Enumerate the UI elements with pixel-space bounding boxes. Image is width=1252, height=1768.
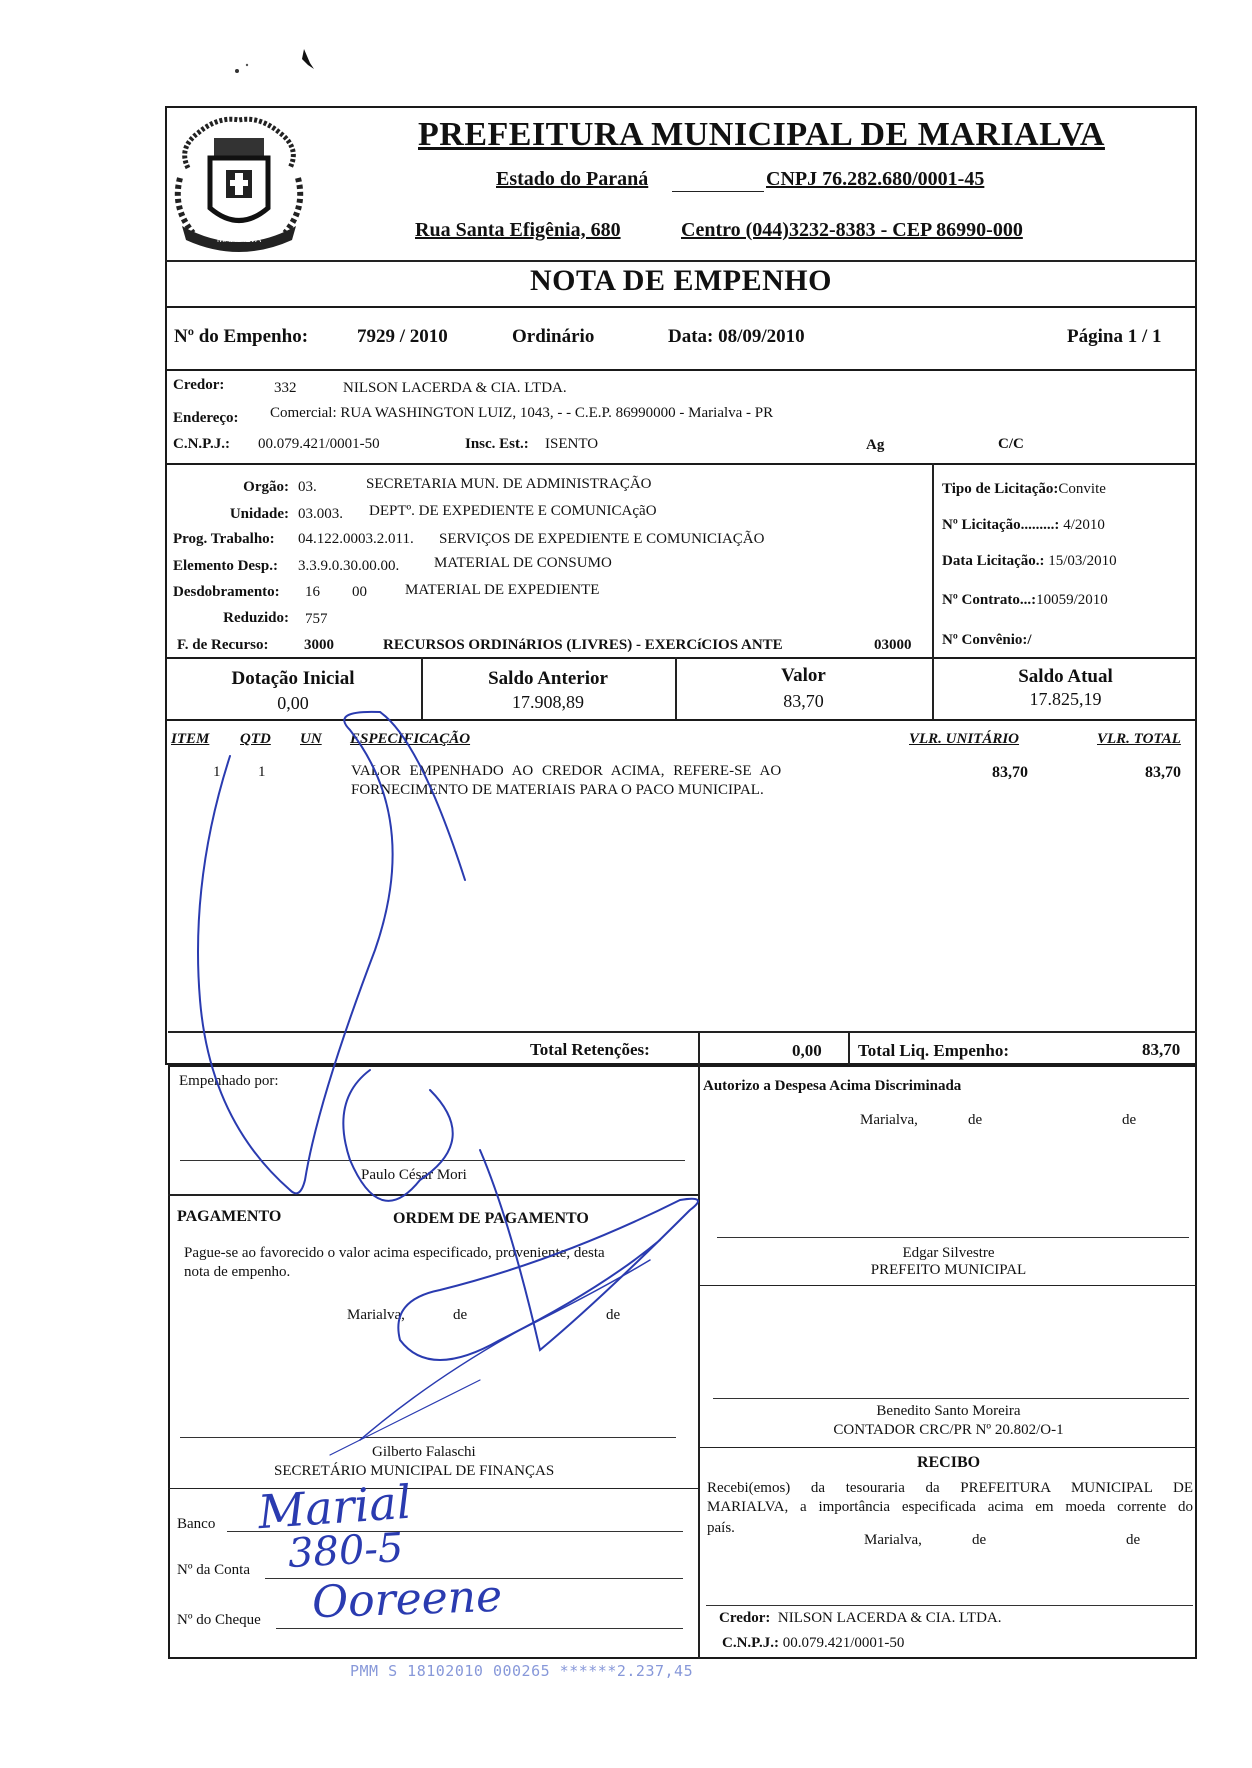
col-un-header: UN [300, 731, 322, 747]
total-liquido-label: Total Liq. Empenho: [858, 1041, 1009, 1060]
conta-label: Nº da Conta [177, 1562, 250, 1578]
empenhado-por-label: Empenhado por: [179, 1073, 279, 1089]
bank-stamp: PMM S 18102010 000265 ******2.237,45 [350, 1662, 694, 1680]
recibo-cnpj: C.N.P.J.: 00.079.421/0001-50 [722, 1635, 905, 1651]
unidade-code: 03.003. [298, 506, 343, 522]
page-number: Página 1 / 1 [1067, 326, 1162, 347]
fonte-name: RECURSOS ORDINáRIOS (LIVRES) - EXERCíCIOS ANTE [383, 637, 783, 653]
reduzido-code: 757 [305, 611, 328, 627]
data-licitacao: Data Licitação.: 15/03/2010 [942, 553, 1117, 569]
contact-label: Centro (044)3232-8383 - CEP 86990-000 [681, 219, 1023, 241]
numero-licitacao: Nº Licitação.........: 4/2010 [942, 517, 1105, 533]
pagamento-de-1: de [453, 1307, 468, 1323]
cnpj-label: CNPJ 76.282.680/0001-45 [766, 168, 985, 190]
recibo-text-1: Recebi(emos) da tesouraria da PREFEITURA MUNICIPAL DE [707, 1480, 1193, 1496]
pagamento-signer-role: SECRETÁRIO MUNICIPAL DE FINANÇAS [274, 1463, 555, 1479]
desdobramento-name: MATERIAL DE EXPEDIENTE [405, 582, 600, 598]
contador-name: Benedito Santo Moreira [876, 1403, 1021, 1419]
item-description-line-1: VALOR EMPENHADO AO CREDOR ACIMA, REFERE-SE AO [351, 763, 782, 779]
svg-text:MARIALVA: MARIALVA [216, 234, 262, 244]
prefeito-name: Edgar Silvestre [902, 1245, 995, 1261]
valor-value: 83,70 [783, 691, 824, 711]
banco-label: Banco [177, 1516, 216, 1532]
autorizo-label: Autorizo a Despesa Acima Discriminada [703, 1078, 962, 1094]
dotacao-inicial-label: Dotação Inicial [231, 668, 355, 689]
fonte-code: 3000 [304, 637, 334, 653]
page-title: PREFEITURA MUNICIPAL DE MARIALVA [418, 116, 1105, 153]
autorizo-de-2: de [1122, 1112, 1137, 1128]
desdobramento-code: 16 [305, 584, 320, 600]
pagamento-text-1: Pague-se ao favorecido o valor acima especificado, proveniente, desta [184, 1245, 605, 1261]
address-label: Rua Santa Efigênia, 680 [415, 219, 621, 241]
reduzido-label: Reduzido: [223, 610, 289, 626]
recibo-text-2: MARIALVA, a importância especificada acima em moeda corrente do [707, 1499, 1193, 1515]
state-label: Estado do Paraná [496, 168, 649, 190]
credor-code: 332 [274, 380, 297, 396]
banco-handwritten-value: Marial [256, 1474, 414, 1540]
prog-name: SERVIÇOS DE EXPEDIENTE E COMUNICIAÇÃO [439, 531, 765, 547]
col-qtd-header: QTD [240, 731, 271, 747]
prefeito-role: PREFEITO MUNICIPAL [870, 1262, 1027, 1278]
numero-convenio: Nº Convênio:/ [942, 632, 1032, 648]
empenho-label: Nº do Empenho: [174, 326, 309, 347]
pagamento-city: Marialva, [347, 1307, 405, 1323]
ag-label: Ag [866, 437, 885, 453]
desdobramento-label: Desdobramento: [173, 584, 280, 600]
empenho-date: Data: 08/09/2010 [668, 326, 805, 347]
cheque-label: Nº do Cheque [177, 1612, 261, 1628]
address-field-label: Endereço: [173, 410, 239, 426]
prog-code: 04.122.0003.2.011. [298, 531, 414, 547]
saldo-anterior-label: Saldo Anterior [488, 668, 608, 689]
pagamento-label: PAGAMENTO [177, 1208, 282, 1225]
elemento-code: 3.3.9.0.30.00.00. [298, 558, 400, 574]
recibo-city: Marialva, [864, 1532, 922, 1548]
pagamento-signer-name: Gilberto Falaschi [372, 1444, 476, 1460]
recibo-title: RECIBO [916, 1454, 981, 1471]
numero-contrato: Nº Contrato...:10059/2010 [942, 592, 1108, 608]
credor-cnpj: 00.079.421/0001-50 [258, 436, 380, 452]
fonte-label: F. de Recurso: [177, 637, 269, 653]
item-qtd: 1 [258, 764, 266, 780]
credor-address: Comercial: RUA WASHINGTON LUIZ, 1043, - - C.E.P. 86990000 - Marialva - PR [270, 405, 774, 421]
ordem-pagamento-label: ORDEM DE PAGAMENTO [393, 1210, 589, 1227]
col-total-header: VLR. TOTAL [1097, 731, 1181, 747]
fonte-code-2: 03000 [874, 637, 912, 653]
total-retencoes-value: 0,00 [792, 1041, 822, 1060]
saldo-anterior-value: 17.908,89 [512, 692, 584, 712]
saldo-atual-label: Saldo Atual [1018, 666, 1113, 687]
orgao-label: Orgão: [243, 479, 289, 495]
col-item-header: ITEM [171, 731, 210, 747]
empenhado-signer-name: Paulo César Mori [361, 1167, 467, 1183]
cc-label: C/C [998, 436, 1024, 452]
col-espec-header: ESPECIFICAÇÃO [350, 731, 471, 747]
dotacao-inicial-value: 0,00 [277, 693, 309, 713]
cnpj-field-label: C.N.P.J.: [173, 436, 230, 452]
prog-label: Prog. Trabalho: [173, 531, 275, 547]
item-description-line-2: FORNECIMENTO DE MATERIAIS PARA O PACO MUNICIPAL. [351, 782, 764, 798]
item-unit-value: 83,70 [992, 764, 1028, 781]
orgao-code: 03. [298, 479, 317, 495]
credor-name: NILSON LACERDA & CIA. LTDA. [343, 380, 567, 396]
doc-title: NOTA DE EMPENHO [530, 264, 832, 297]
conta-handwritten-value: 380-5 [286, 1525, 405, 1577]
empenho-number: 7929 / 2010 [357, 326, 448, 347]
municipal-crest-logo [168, 108, 310, 258]
desdobramento-sub: 00 [352, 584, 367, 600]
unidade-label: Unidade: [229, 506, 289, 522]
ie-value: ISENTO [545, 436, 599, 452]
recibo-de-1: de [972, 1532, 987, 1548]
empenho-type: Ordinário [512, 326, 595, 347]
elemento-name: MATERIAL DE CONSUMO [434, 555, 612, 571]
item-total-value: 83,70 [1145, 764, 1181, 781]
valor-label: Valor [781, 665, 826, 686]
elemento-label: Elemento Desp.: [173, 558, 278, 574]
recibo-text-3: país. [707, 1520, 735, 1536]
header-line-1 [672, 191, 764, 192]
item-number: 1 [213, 764, 221, 780]
total-retencoes-label: Total Retenções: [530, 1040, 650, 1059]
autorizo-de-1: de [968, 1112, 983, 1128]
saldo-atual-value: 17.825,19 [1029, 689, 1102, 709]
recibo-credor: Credor: NILSON LACERDA & CIA. LTDA. [719, 1610, 1002, 1626]
contador-role: CONTADOR CRC/PR Nº 20.802/O-1 [833, 1422, 1064, 1438]
pagamento-de-2: de [606, 1307, 621, 1323]
orgao-name: SECRETARIA MUN. DE ADMINISTRAÇÃO [366, 476, 652, 492]
unidade-name: DEPTº. DE EXPEDIENTE E COMUNICAçãO [369, 503, 657, 519]
autorizo-city: Marialva, [860, 1112, 918, 1128]
ie-label: Insc. Est.: [465, 436, 529, 452]
total-liquido-value: 83,70 [1142, 1040, 1181, 1059]
recibo-de-2: de [1126, 1532, 1141, 1548]
cheque-handwritten-value: Ooreene [311, 1570, 503, 1629]
col-unit-header: VLR. UNITÁRIO [909, 731, 1020, 747]
pagamento-text-2: nota de empenho. [184, 1264, 291, 1280]
scan-mark [232, 45, 322, 75]
credor-label: Credor: [173, 377, 225, 393]
tipo-licitacao: Tipo de Licitação:Convite [942, 481, 1106, 497]
